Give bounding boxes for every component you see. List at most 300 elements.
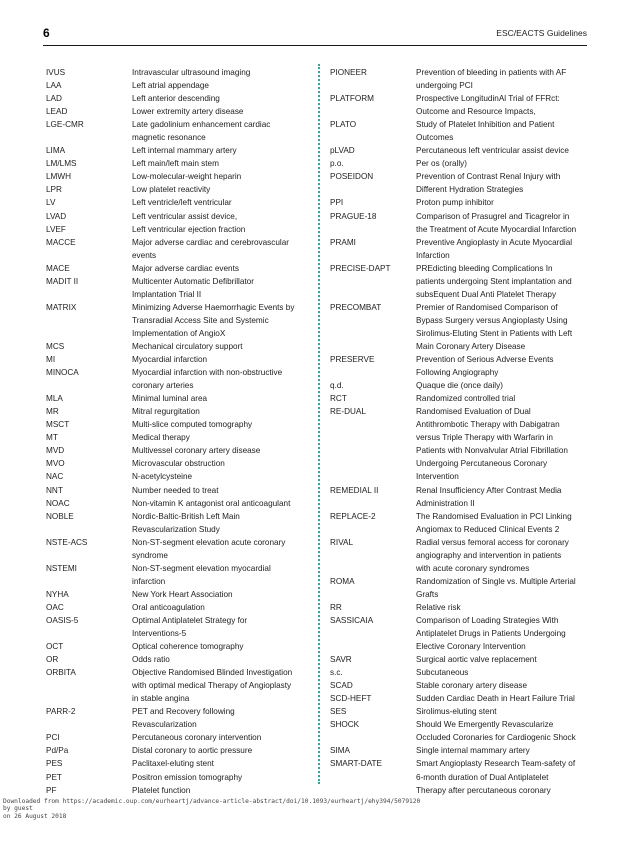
abbreviation-term: PF [46, 785, 57, 795]
abbreviation-entry [330, 170, 592, 196]
abbreviation-term: NSTE-ACS [46, 537, 88, 547]
abbreviation-entry [46, 784, 308, 797]
abbreviation-entry [46, 536, 308, 562]
watermark-line: on 26 August 2018 [3, 812, 67, 820]
abbreviation-term: SMART-DATE [330, 759, 383, 769]
definition-line: Lower extremity artery disease [132, 107, 244, 117]
definition-line: Comparison of Prasugrel and Ticagrelor in [416, 211, 570, 221]
abbreviation-entry [46, 666, 308, 705]
abbreviation-definition [416, 170, 592, 196]
abbreviation-column-left [46, 66, 308, 797]
abbreviation-term: LVEF [46, 224, 66, 234]
abbreviation-definition [132, 457, 308, 470]
definition-line: Following Angiography [416, 368, 499, 378]
abbreviation-term: LGE-CMR [46, 120, 84, 130]
abbreviation-definition [132, 275, 308, 301]
definition-line: magnetic resonance [132, 133, 206, 143]
abbreviation-entry [46, 484, 308, 497]
abbreviation-entry [330, 301, 592, 353]
definition-line: Sirolimus-Eluting Stent in Patients with Left [416, 328, 573, 338]
abbreviation-definition [416, 666, 592, 679]
abbreviation-entry [330, 692, 592, 705]
definition-line: Minimizing Adverse Haemorrhagic Events by [132, 302, 295, 312]
definition-line: Transradial Access Site and Systemic [132, 315, 269, 325]
definition-line: Main Coronary Artery Disease [416, 341, 526, 351]
abbreviation-term: PES [46, 759, 63, 769]
abbreviation-definition [416, 392, 592, 405]
abbreviation-term: MACE [46, 263, 70, 273]
abbreviation-term: MVO [46, 459, 65, 469]
abbreviation-entry [46, 457, 308, 470]
abbreviation-term: LAA [46, 81, 62, 91]
abbreviation-definition [132, 210, 308, 223]
abbreviation-term: PLATO [330, 120, 357, 130]
abbreviation-term: SCAD [330, 681, 353, 691]
abbreviation-entry [46, 144, 308, 157]
abbreviation-entry [330, 484, 592, 510]
definition-line: Left anterior descending [132, 94, 220, 104]
definition-line: Positron emission tomography [132, 772, 243, 782]
abbreviation-entry [330, 601, 592, 614]
definition-line: Implantation Trial II [132, 289, 202, 299]
abbreviation-definition [132, 536, 308, 562]
abbreviation-term: REPLACE-2 [330, 511, 376, 521]
abbreviation-entry [46, 470, 308, 483]
abbreviation-entry [330, 144, 592, 157]
abbreviation-entry [46, 588, 308, 601]
abbreviation-term: ORBITA [46, 668, 76, 678]
abbreviation-definition [416, 510, 592, 536]
abbreviation-entry [330, 262, 592, 301]
abbreviation-definition [132, 510, 308, 536]
definition-line: New York Heart Association [132, 589, 233, 599]
abbreviation-definition [132, 731, 308, 744]
abbreviation-definition [132, 757, 308, 770]
definition-line: Sudden Cardiac Death in Heart Failure Trial [416, 694, 575, 704]
abbreviation-term: PRAMI [330, 237, 356, 247]
abbreviation-entry [330, 757, 592, 796]
running-title: ESC/EACTS Guidelines [496, 28, 587, 38]
abbreviation-entry [46, 105, 308, 118]
abbreviation-definition [416, 210, 592, 236]
definition-line: Subcutaneous [416, 668, 469, 678]
abbreviation-term: PET [46, 772, 62, 782]
abbreviation-term: PCI [46, 733, 60, 743]
definition-line: Elective Coronary Intervention [416, 642, 526, 652]
abbreviation-term: PIONEER [330, 68, 367, 77]
definition-line: Medical therapy [132, 433, 190, 443]
definition-line: in stable angina [132, 694, 190, 704]
abbreviation-definition [416, 653, 592, 666]
abbreviation-definition [416, 92, 592, 118]
abbreviation-entry [46, 705, 308, 731]
abbreviation-entry [46, 66, 308, 79]
definition-line: Low-molecular-weight heparin [132, 172, 242, 182]
abbreviation-term: RIVAL [330, 537, 354, 547]
definition-line: Left atrial appendage [132, 81, 209, 91]
definition-line: Intervention [416, 472, 459, 482]
abbreviation-entry [46, 562, 308, 588]
abbreviation-term: LMWH [46, 172, 72, 182]
abbreviation-definition [132, 784, 308, 797]
definition-line: Therapy after percutaneous coronary [416, 785, 551, 795]
abbreviation-definition [416, 614, 592, 653]
abbreviation-definition [416, 262, 592, 301]
abbreviation-entry [46, 614, 308, 640]
definition-line: Minimal luminal area [132, 394, 208, 404]
abbreviation-term: s.c. [330, 668, 343, 678]
definition-line: Antiplatelet Drugs in Patients Undergoing [416, 629, 566, 639]
definition-line: Optimal Antiplatelet Strategy for [132, 615, 248, 625]
abbreviation-term: NNT [46, 485, 63, 495]
abbreviation-term: MSCT [46, 420, 70, 430]
abbreviation-definition [132, 196, 308, 209]
abbreviation-entry [330, 705, 592, 718]
definition-line: Bypass Surgery versus Angioplasty Using [416, 315, 568, 325]
abbreviation-entry [330, 666, 592, 679]
abbreviation-entry [46, 653, 308, 666]
abbreviation-term: MACCE [46, 237, 76, 247]
definition-line: Radial versus femoral access for coronary [416, 537, 569, 547]
abbreviation-entry [46, 601, 308, 614]
abbreviation-term: LEAD [46, 107, 68, 117]
abbreviation-term: MINOCA [46, 368, 79, 378]
abbreviation-definition [132, 92, 308, 105]
abbreviation-entry [46, 79, 308, 92]
abbreviation-definition [132, 105, 308, 118]
definition-line: 6-month duration of Dual Antiplatelet [416, 772, 549, 782]
abbreviation-definition [132, 366, 308, 392]
definition-line: Infarction [416, 250, 450, 260]
abbreviation-definition [132, 588, 308, 601]
definition-line: Different Hydration Strategies [416, 185, 524, 195]
abbreviation-term: RR [330, 602, 342, 612]
abbreviation-definition [416, 236, 592, 262]
definition-line: Prevention of bleeding in patients with AF [416, 68, 567, 77]
abbreviation-definition [132, 183, 308, 196]
definition-line: Multi-slice computed tomography [132, 420, 253, 430]
definition-line: Outcomes [416, 133, 454, 143]
abbreviation-entry [46, 405, 308, 418]
definition-line: coronary arteries [132, 381, 194, 391]
abbreviation-entry [330, 392, 592, 405]
abbreviation-term: NSTEMI [46, 563, 77, 573]
abbreviation-definition [416, 353, 592, 379]
definition-line: undergoing PCI [416, 81, 473, 91]
definition-line: Randomised Evaluation of Dual [416, 407, 531, 417]
abbreviation-entry [330, 157, 592, 170]
definition-line: Relative risk [416, 602, 461, 612]
abbreviation-term: ROMA [330, 576, 355, 586]
abbreviation-definition [416, 144, 592, 157]
abbreviation-definition [132, 157, 308, 170]
abbreviation-definition [416, 405, 592, 483]
abbreviation-term: PARR-2 [46, 707, 76, 717]
definition-line: Optical coherence tomography [132, 642, 244, 652]
abbreviation-definition [132, 601, 308, 614]
definition-line: Interventions-5 [132, 629, 187, 639]
abbreviation-entry [330, 653, 592, 666]
abbreviation-definition [132, 562, 308, 588]
definition-line: Oral anticoagulation [132, 602, 205, 612]
definition-line: subsEquent Dual Anti Platelet Therapy [416, 289, 557, 299]
definition-line: Multivessel coronary artery disease [132, 446, 261, 456]
definition-line: Administration II [416, 498, 475, 508]
definition-line: Intravascular ultrasound imaging [132, 68, 251, 77]
abbreviation-term: MATRIX [46, 302, 77, 312]
abbreviation-definition [132, 497, 308, 510]
abbreviation-term: SCD-HEFT [330, 694, 372, 704]
abbreviation-entry [46, 210, 308, 223]
abbreviation-definition [416, 196, 592, 209]
abbreviation-definition [416, 157, 592, 170]
abbreviation-definition [132, 744, 308, 757]
abbreviation-term: NYHA [46, 589, 69, 599]
definition-line: Non-ST-segment elevation myocardial [132, 563, 271, 573]
definition-line: Platelet function [132, 785, 191, 795]
definition-line: Major adverse cardiac and cerebrovascular [132, 237, 290, 247]
abbreviation-entry [46, 431, 308, 444]
definition-line: with optimal medical Therapy of Angioplasty [132, 681, 292, 691]
definition-line: Grafts [416, 589, 439, 599]
abbreviation-definition [132, 340, 308, 353]
abbreviation-term: RCT [330, 394, 347, 404]
definition-line: Angiomax to Reduced Clinical Events 2 [416, 524, 560, 534]
definition-line: Per os (orally) [416, 159, 467, 169]
abbreviation-definition [416, 679, 592, 692]
abbreviation-definition [416, 536, 592, 575]
definition-line: Number needed to treat [132, 485, 219, 495]
abbreviation-definition [416, 757, 592, 796]
abbreviation-definition [132, 79, 308, 92]
definition-line: versus Triple Therapy with Warfarin in [416, 433, 553, 443]
abbreviation-definition [132, 118, 308, 144]
download-watermark [3, 798, 420, 820]
abbreviation-term: RE-DUAL [330, 407, 366, 417]
abbreviation-entry [46, 236, 308, 262]
column-divider [318, 64, 320, 784]
abbreviation-term: MI [46, 355, 56, 365]
abbreviation-definition [132, 236, 308, 262]
abbreviation-entry [46, 301, 308, 340]
abbreviation-term: OASIS-5 [46, 615, 79, 625]
definition-line: Microvascular obstruction [132, 459, 225, 469]
abbreviation-entry [330, 236, 592, 262]
definition-line: PREdicting bleeding Complications In [416, 263, 553, 273]
abbreviation-definition [132, 431, 308, 444]
abbreviation-entry [46, 731, 308, 744]
abbreviation-entry [46, 771, 308, 784]
abbreviation-term: SASSICAIA [330, 615, 374, 625]
definition-line: Left ventricle/left ventricular [132, 198, 232, 208]
abbreviation-entry [330, 614, 592, 653]
definition-line: Percutaneous coronary intervention [132, 733, 262, 743]
abbreviation-term: PRECISE-DAPT [330, 263, 391, 273]
abbreviation-term: NOBLE [46, 511, 74, 521]
abbreviation-definition [416, 66, 592, 92]
definition-line: Myocardial infarction [132, 355, 208, 365]
definition-line: syndrome [132, 550, 168, 560]
abbreviation-entry [46, 196, 308, 209]
abbreviation-term: LAD [46, 94, 62, 104]
abbreviation-term: IVUS [46, 68, 66, 77]
definition-line: Percutaneous left ventricular assist device [416, 146, 569, 156]
abbreviation-term: LVAD [46, 211, 67, 221]
definition-line: Non-vitamin K antagonist oral anticoagulant [132, 498, 291, 508]
abbreviation-definition [132, 405, 308, 418]
definition-line: events [132, 250, 157, 260]
definition-line: Left internal mammary artery [132, 146, 237, 156]
definition-line: PET and Recovery following [132, 707, 235, 717]
abbreviation-term: PLATFORM [330, 94, 374, 104]
definition-line: Stable coronary artery disease [416, 681, 528, 691]
watermark-line: Downloaded from https://academic.oup.com/eurheartj/advance-article-abstract/doi/10.1093/eurheartj/ehy394/5079120 [3, 798, 421, 805]
abbreviation-entry [46, 275, 308, 301]
abbreviation-definition [416, 744, 592, 757]
definition-line: Low platelet reactivity [132, 185, 211, 195]
definition-line: Comparison of Loading Strategies With [416, 615, 559, 625]
abbreviation-definition [132, 301, 308, 340]
definition-line: Multicenter Automatic Defibrillator [132, 276, 254, 286]
abbreviation-definition [416, 484, 592, 510]
definition-line: Premier of Randomised Comparison of [416, 302, 558, 312]
abbreviation-term: REMEDIAL II [330, 485, 379, 495]
abbreviation-definition [132, 771, 308, 784]
definition-line: Implementation of AngioX [132, 328, 226, 338]
abbreviation-entry [46, 353, 308, 366]
definition-line: Nordic-Baltic-British Left Main [132, 511, 240, 521]
abbreviation-entry [46, 497, 308, 510]
abbreviation-entry [46, 92, 308, 105]
abbreviation-entry [330, 353, 592, 379]
abbreviation-entry [330, 196, 592, 209]
abbreviation-term: LIMA [46, 146, 66, 156]
abbreviation-term: NAC [46, 472, 64, 482]
abbreviation-entry [330, 379, 592, 392]
abbreviation-definition [416, 301, 592, 353]
definition-line: Randomized controlled trial [416, 394, 516, 404]
abbreviation-entry [330, 718, 592, 744]
definition-line: Study of Platelet Inhibition and Patient [416, 120, 555, 130]
abbreviation-term: LM/LMS [46, 159, 77, 169]
abbreviation-term: PRESERVE [330, 355, 375, 365]
abbreviation-term: MLA [46, 394, 63, 404]
definition-line: Revascularization Study [132, 524, 220, 534]
abbreviation-definition [416, 118, 592, 144]
abbreviation-entry [330, 536, 592, 575]
abbreviation-term: MCS [46, 341, 65, 351]
abbreviation-definition [132, 392, 308, 405]
abbreviation-entry [46, 392, 308, 405]
abbreviation-definition [416, 692, 592, 705]
abbreviation-definition [132, 223, 308, 236]
abbreviation-entry [46, 183, 308, 196]
abbreviation-term: OAC [46, 602, 64, 612]
abbreviation-term: POSEIDON [330, 172, 374, 182]
abbreviation-entry [46, 744, 308, 757]
definition-line: Myocardial infarction with non-obstructive [132, 368, 283, 378]
abbreviation-term: q.d. [330, 381, 344, 391]
definition-line: Non-ST-segment elevation acute coronary [132, 537, 286, 547]
abbreviation-term: MADIT II [46, 276, 79, 286]
abbreviation-definition [132, 666, 308, 705]
abbreviation-term: OR [46, 655, 59, 665]
definition-line: The Randomised Evaluation in PCI Linking [416, 511, 572, 521]
definition-line: Preventive Angioplasty in Acute Myocardial [416, 237, 573, 247]
definition-line: N-acetylcysteine [132, 472, 193, 482]
definition-line: Undergoing Percutaneous Coronary [416, 459, 548, 469]
abbreviation-definition [416, 379, 592, 392]
definition-line: Antithrombotic Therapy with Dabigatran [416, 420, 560, 430]
definition-line: Left ventricular ejection fraction [132, 224, 246, 234]
abbreviation-definition [132, 444, 308, 457]
definition-line: Left ventricular assist device, [132, 211, 238, 221]
abbreviation-entry [330, 66, 592, 92]
definition-line: Odds ratio [132, 655, 170, 665]
abbreviation-term: p.o. [330, 159, 344, 169]
abbreviation-term: PPI [330, 198, 344, 208]
watermark-line: by guest [3, 805, 33, 813]
abbreviation-definition [132, 705, 308, 731]
abbreviation-entry [46, 157, 308, 170]
abbreviation-term: SAVR [330, 655, 352, 665]
definition-line: Major adverse cardiac events [132, 263, 239, 273]
abbreviation-definition [416, 718, 592, 744]
abbreviation-definition [132, 484, 308, 497]
abbreviation-definition [132, 66, 308, 79]
header-rule [43, 45, 587, 46]
definition-line: patients undergoing Stent implantation and [416, 276, 572, 286]
abbreviation-term: SES [330, 707, 347, 717]
definition-line: Patients with Nonvalvular Atrial Fibrillation [416, 446, 568, 456]
abbreviation-column-right [330, 66, 592, 797]
abbreviation-entry [330, 210, 592, 236]
definition-line: Renal Insufficiency After Contrast Media [416, 485, 562, 495]
abbreviation-term: PRAGUE-18 [330, 211, 377, 221]
abbreviation-entry [46, 510, 308, 536]
abbreviation-entry [46, 757, 308, 770]
abbreviation-entry [46, 418, 308, 431]
abbreviation-term: OCT [46, 642, 64, 652]
abbreviation-definition [132, 262, 308, 275]
definition-line: Mechanical circulatory support [132, 341, 243, 351]
abbreviation-term: PRECOMBAT [330, 302, 382, 312]
page-number: 6 [43, 26, 50, 40]
abbreviation-term: MR [46, 407, 59, 417]
abbreviation-term: SHOCK [330, 720, 360, 730]
definition-line: Objective Randomised Blinded Investigation [132, 668, 293, 678]
definition-line: Mitral regurgitation [132, 407, 200, 417]
definition-line: angiography and intervention in patients [416, 550, 562, 560]
abbreviation-term: LV [46, 198, 56, 208]
definition-line: Prevention of Contrast Renal Injury with [416, 172, 561, 182]
abbreviation-entry [330, 405, 592, 483]
definition-line: Left main/left main stem [132, 159, 219, 169]
abbreviation-definition [132, 170, 308, 183]
abbreviation-term: pLVAD [330, 146, 355, 156]
abbreviation-definition [132, 614, 308, 640]
abbreviation-entry [46, 262, 308, 275]
definition-line: Distal coronary to aortic pressure [132, 746, 253, 756]
abbreviation-entry [46, 118, 308, 144]
abbreviation-term: Pd/Pa [46, 746, 69, 756]
abbreviation-term: MVD [46, 446, 65, 456]
abbreviation-definition [132, 353, 308, 366]
abbreviation-entry [330, 510, 592, 536]
abbreviation-term: SIMA [330, 746, 351, 756]
definition-line: Occluded Coronaries for Cardiogenic Shock [416, 733, 576, 743]
definition-line: Revascularization [132, 720, 197, 730]
